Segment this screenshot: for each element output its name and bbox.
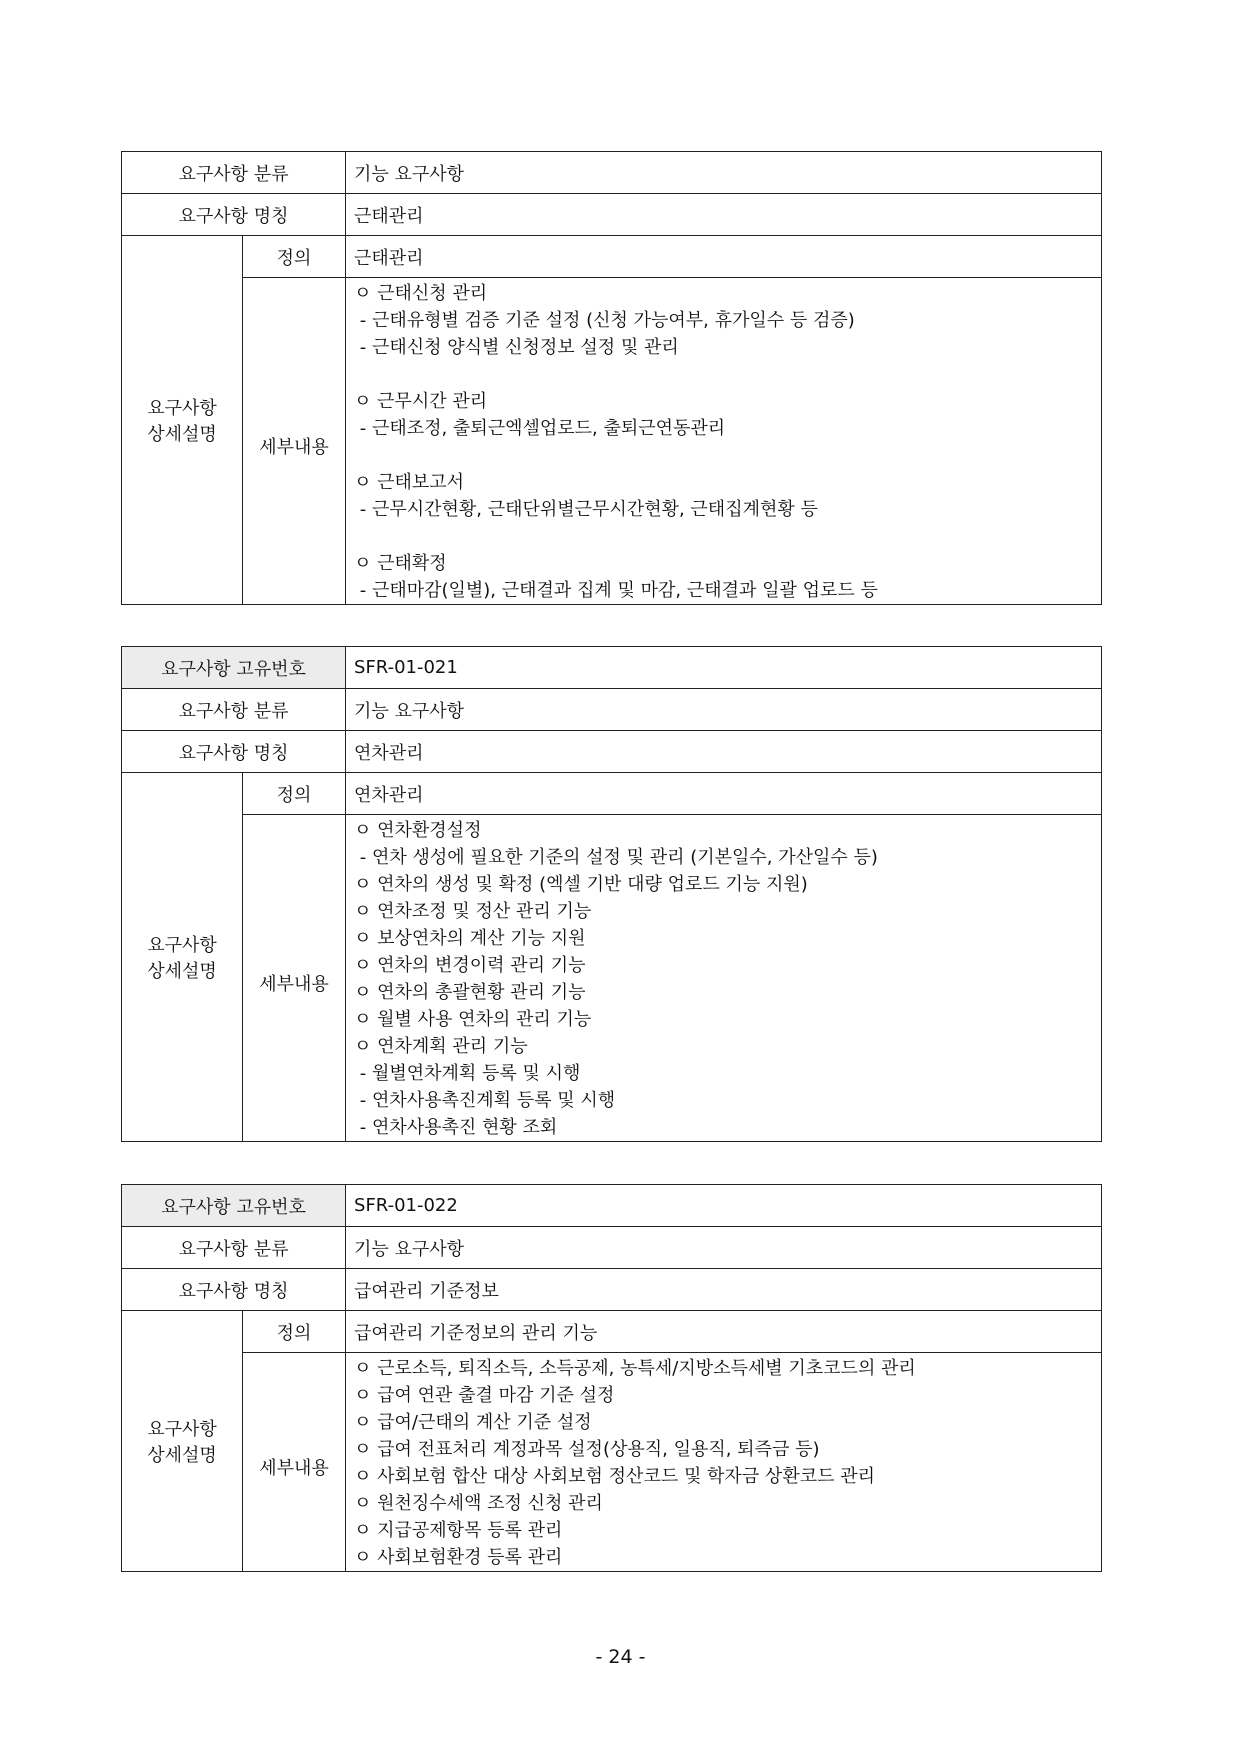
definition-value: 급여관리 기준정보의 관리 기능 [346,1311,1102,1353]
detail-line: ㅇ 연차의 변경이력 관리 기능 [354,955,586,976]
id-label: 요구사항 고유번호 [122,1185,346,1227]
detail-line: ㅇ 급여 전표처리 계정과목 설정(상용직, 일용직, 퇴즉금 등) [354,1439,820,1460]
detail-line: - 연차사용촉진 현황 조회 [354,1117,558,1138]
detail-line: ㅇ 사회보험 합산 대상 사회보험 정산코드 및 학자금 상환코드 관리 [354,1466,875,1487]
name-value: 급여관리 기준정보 [346,1269,1102,1311]
detail-label-line1: 요구사항 [147,935,217,956]
detail-content-row [122,278,1102,605]
category-value: 기능 요구사항 [346,152,1102,194]
id-value: SFR-01-021 [346,647,1102,689]
definition-row [122,236,1102,278]
name-label: 요구사항 명칭 [122,731,346,773]
category-row [122,689,1102,731]
requirement-table-3 [121,1184,1102,1572]
category-row [122,152,1102,194]
detail-content-row [122,1353,1102,1572]
definition-row [122,1311,1102,1353]
detail-label-line2: 상세설명 [147,961,217,982]
detail-line: - 근태조정, 출퇴근엑셀업로드, 출퇴근연동관리 [354,418,726,439]
detail-label-line1: 요구사항 [147,398,217,419]
category-label: 요구사항 분류 [122,1227,346,1269]
requirement-table-1 [121,151,1102,605]
detail-line: ㅇ 연차환경설정 [354,820,482,841]
detail-line: - 근태신청 양식별 신청정보 설정 및 관리 [354,337,679,358]
detail-line: ㅇ 급여/근태의 계산 기준 설정 [354,1412,592,1433]
detail-line [354,442,1093,469]
name-row [122,194,1102,236]
definition-value: 연차관리 [346,773,1102,815]
detail-content-value [346,1353,1102,1572]
detail-line: ㅇ 연차의 생성 및 확정 (엑셀 기반 대량 업로드 기능 지원) [354,874,808,895]
id-row [122,647,1102,689]
detail-line [354,361,1093,388]
name-row [122,731,1102,773]
detail-line: ㅇ 근태신청 관리 [354,283,488,304]
detail-line: ㅇ 사회보험환경 등록 관리 [354,1547,563,1568]
detail-label-line2: 상세설명 [147,1445,217,1466]
detail-content-label: 세부내용 [243,815,346,1142]
definition-label: 정의 [243,773,346,815]
page-number: - 24 - [595,1646,646,1668]
definition-label: 정의 [243,236,346,278]
detail-description-label [122,1311,243,1572]
detail-label-line1: 요구사항 [147,1419,217,1440]
detail-line: - 연차 생성에 필요한 기준의 설정 및 관리 (기본일수, 가산일수 등) [354,847,878,868]
category-label: 요구사항 분류 [122,689,346,731]
detail-line: ㅇ 급여 연관 출결 마감 기준 설정 [354,1385,615,1406]
detail-line: ㅇ 보상연차의 계산 기능 지원 [354,928,586,949]
definition-label: 정의 [243,1311,346,1353]
name-value: 연차관리 [346,731,1102,773]
id-row [122,1185,1102,1227]
detail-content-value [346,815,1102,1142]
requirement-table-2 [121,646,1102,1142]
category-label: 요구사항 분류 [122,152,346,194]
name-value: 근태관리 [346,194,1102,236]
id-value: SFR-01-022 [346,1185,1102,1227]
detail-line: ㅇ 근로소득, 퇴직소득, 소득공제, 농특세/지방소득세별 기초코드의 관리 [354,1358,916,1379]
detail-line [354,523,1093,550]
detail-line: ㅇ 연차조정 및 정산 관리 기능 [354,901,592,922]
detail-line: ㅇ 근무시간 관리 [354,391,488,412]
detail-line: - 근태마감(일별), 근태결과 집계 및 마감, 근태결과 일괄 업로드 등 [354,580,878,601]
name-label: 요구사항 명칭 [122,194,346,236]
detail-content-label: 세부내용 [243,278,346,605]
detail-line: ㅇ 연차계획 관리 기능 [354,1036,528,1057]
detail-content-row [122,815,1102,1142]
detail-line: - 월별연차계획 등록 및 시행 [354,1063,581,1084]
detail-line: ㅇ 근태보고서 [354,472,465,493]
category-value: 기능 요구사항 [346,689,1102,731]
detail-content-value [346,278,1102,605]
name-label: 요구사항 명칭 [122,1269,346,1311]
category-row [122,1227,1102,1269]
detail-line: - 근태유형별 검증 기준 설정 (신청 가능여부, 휴가일수 등 검증) [354,310,855,331]
detail-line: ㅇ 지급공제항목 등록 관리 [354,1520,563,1541]
detail-line: - 근무시간현황, 근태단위별근무시간현황, 근태집계현황 등 [354,499,818,520]
detail-description-label [122,773,243,1142]
name-row [122,1269,1102,1311]
detail-description-label [122,236,243,605]
detail-line: ㅇ 근태확정 [354,553,447,574]
detail-line: ㅇ 원천징수세액 조정 신청 관리 [354,1493,603,1514]
definition-value: 근태관리 [346,236,1102,278]
detail-label-line2: 상세설명 [147,424,217,445]
detail-content-label: 세부내용 [243,1353,346,1572]
id-label: 요구사항 고유번호 [122,647,346,689]
detail-line: - 연차사용촉진계획 등록 및 시행 [354,1090,616,1111]
detail-line: ㅇ 연차의 총괄현황 관리 기능 [354,982,586,1003]
category-value: 기능 요구사항 [346,1227,1102,1269]
definition-row [122,773,1102,815]
detail-line: ㅇ 월별 사용 연차의 관리 기능 [354,1009,592,1030]
